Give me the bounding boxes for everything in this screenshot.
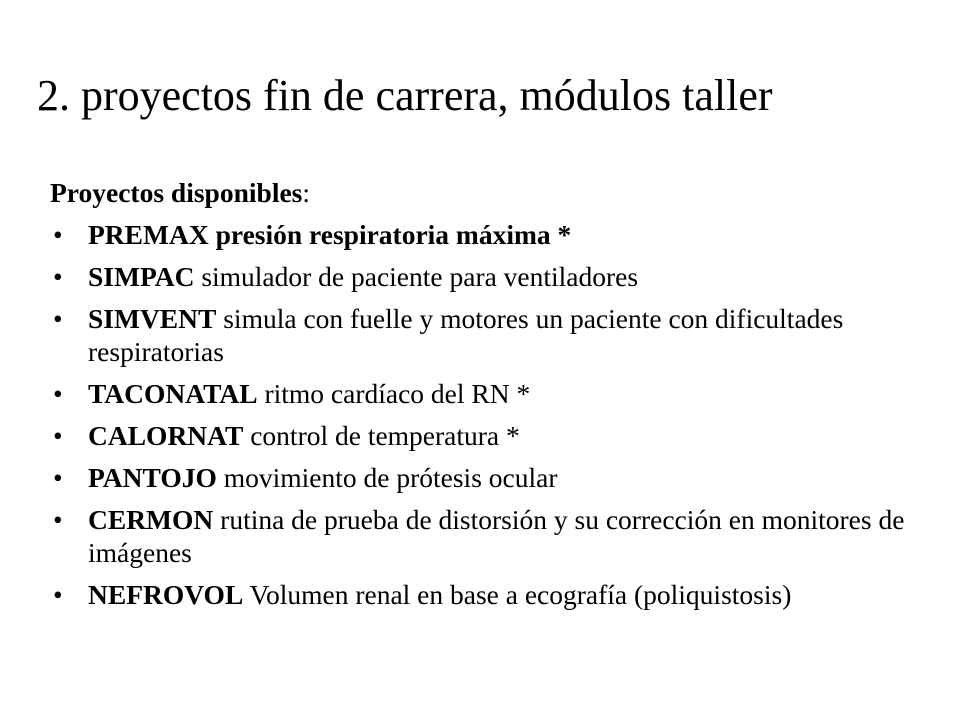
project-item-taconatal	[50, 377, 930, 410]
project-description: rutina de prueba de distorsión y su corrección en monitores de imágenes	[88, 504, 905, 568]
project-description: simulador de paciente para ventiladores	[194, 261, 639, 292]
project-code: PANTOJO	[88, 462, 217, 493]
project-description: presión respiratoria máxima *	[208, 219, 572, 250]
project-item-calornat	[50, 419, 930, 452]
project-item-pantojo	[50, 461, 930, 494]
project-item-cermon	[50, 503, 930, 569]
subheading-colon: :	[302, 177, 311, 208]
bullet-icon: •	[53, 219, 63, 250]
project-code: TACONATAL	[88, 378, 258, 409]
bullet-icon: •	[53, 579, 63, 610]
subheading-label: Proyectos disponibles	[50, 177, 303, 208]
project-description: Volumen renal en base a ecografía (poliquistosis)	[243, 579, 792, 610]
project-item-nefrovol	[50, 578, 930, 611]
bullet-icon: •	[53, 504, 63, 535]
project-item-simpac	[50, 260, 930, 293]
project-description: simula con fuelle y motores un paciente con dificultades respiratorias	[88, 303, 844, 367]
bullet-icon: •	[53, 261, 63, 292]
bullet-icon: •	[53, 378, 63, 409]
project-code: CERMON	[88, 504, 214, 535]
project-description: movimiento de prótesis ocular	[216, 462, 558, 493]
project-code: SIMPAC	[88, 261, 195, 292]
slide-content	[50, 176, 930, 620]
project-item-simvent	[50, 302, 930, 368]
project-list	[50, 218, 930, 611]
section-subheading	[50, 176, 930, 209]
project-code: SIMVENT	[88, 303, 217, 334]
slide-title: 2. proyectos fin de carrera, módulos taller	[37, 71, 773, 120]
project-description: control de temperatura *	[243, 420, 520, 451]
bullet-icon: •	[53, 420, 63, 451]
project-item-premax	[50, 218, 930, 251]
bullet-icon: •	[53, 303, 63, 334]
project-code: PREMAX	[88, 219, 209, 250]
project-description: ritmo cardíaco del RN *	[257, 378, 531, 409]
project-code: NEFROVOL	[88, 579, 244, 610]
bullet-icon: •	[53, 462, 63, 493]
project-code: CALORNAT	[88, 420, 244, 451]
